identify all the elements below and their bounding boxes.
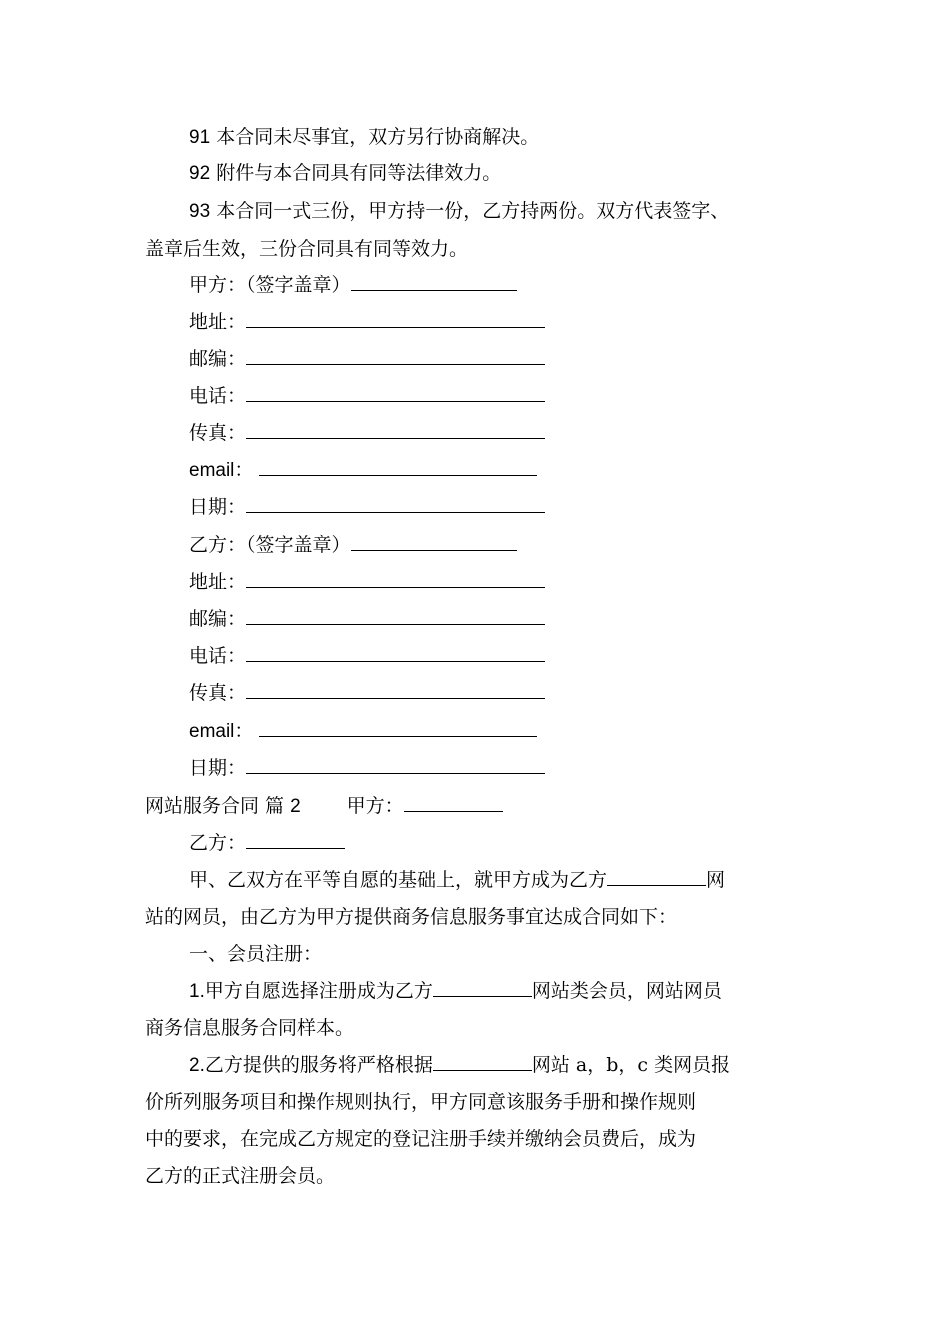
section2-party-b-blank — [246, 830, 345, 849]
section2-party-b-label: 乙方： — [189, 832, 247, 854]
clause-91 — [189, 124, 539, 151]
item-number: 1. — [189, 981, 205, 1002]
section2-party-a-blank — [404, 793, 503, 812]
fax-blank — [246, 680, 545, 699]
address-blank — [246, 309, 545, 328]
item-2 — [189, 1052, 730, 1079]
item-text-end: 网站 a，b，c 类网员报 — [531, 1054, 731, 1076]
intro-text-end: 网 — [706, 869, 726, 891]
clause-text-continued: 盖章后生效，三份合同具有同等效力。 — [145, 238, 469, 260]
item-text-continued: 价所列服务项目和操作规则执行，甲方同意该服务手册和操作规则 — [145, 1091, 697, 1113]
phone-label: 电话： — [189, 385, 247, 407]
item-1 — [189, 978, 722, 1005]
phone-blank — [246, 643, 545, 662]
clause-text: 附件与本合同具有同等法律效力。 — [216, 162, 502, 184]
postcode-blank — [246, 346, 545, 365]
date-label: 日期： — [189, 496, 247, 518]
fax-blank — [246, 420, 545, 439]
clause-number: 93 — [189, 201, 211, 222]
clause-text: 本合同一式三份，甲方持一份，乙方持两份。双方代表签字、 — [216, 200, 730, 222]
party-a-date-line — [189, 494, 545, 520]
item-text: 甲方自愿选择注册成为乙方 — [204, 980, 433, 1002]
postcode-label: 邮编： — [189, 608, 247, 630]
email-blank — [259, 718, 537, 737]
website-name-blank — [433, 978, 532, 997]
address-label: 地址： — [189, 571, 247, 593]
party-b-date-line — [189, 755, 545, 781]
website-name-blank — [607, 867, 706, 886]
clause-93-continuation — [145, 236, 468, 262]
date-blank — [246, 755, 545, 774]
party-a-signature-line — [189, 272, 517, 298]
section2-party-a-label: 甲方： — [346, 795, 404, 817]
postcode-label: 邮编： — [189, 348, 247, 370]
section-title: 网站服务合同 篇 — [145, 795, 285, 817]
clause-text: 本合同未尽事宜，双方另行协商解决。 — [216, 126, 540, 148]
item-1-continuation — [145, 1015, 354, 1041]
party-a-postcode-line — [189, 346, 545, 372]
section2-title-line — [145, 793, 503, 820]
email-blank — [259, 457, 537, 476]
address-label: 地址： — [189, 311, 247, 333]
party-a-address-line — [189, 309, 545, 335]
item-text-end: 网站类会员，网站网员 — [531, 980, 722, 1002]
party-b-signature-line — [189, 532, 517, 558]
date-label: 日期： — [189, 757, 247, 779]
party-b-signature-blank — [351, 532, 517, 551]
phone-label: 电话： — [189, 645, 247, 667]
party-a-phone-line — [189, 383, 545, 409]
item-2-continuation-3 — [145, 1163, 335, 1189]
party-b-label: 乙方：（签字盖章） — [189, 534, 351, 556]
section-number: 2 — [290, 796, 301, 817]
section2-party-b-line — [189, 830, 345, 856]
party-a-signature-blank — [351, 272, 517, 291]
date-blank — [246, 494, 545, 513]
section2-intro-continuation — [145, 904, 677, 930]
clause-number: 91 — [189, 127, 211, 148]
item-text-continued: 商务信息服务合同样本。 — [145, 1017, 355, 1039]
section-heading: 一、会员注册： — [189, 943, 323, 965]
party-a-email-line — [189, 457, 537, 484]
address-blank — [246, 569, 545, 588]
party-a-fax-line — [189, 420, 545, 446]
party-b-postcode-line — [189, 606, 545, 632]
intro-text-continued: 站的网员，由乙方为甲方提供商务信息服务事宜达成合同如下： — [145, 906, 678, 928]
email-label: email： — [189, 721, 254, 742]
fax-label: 传真： — [189, 422, 247, 444]
item-number: 2. — [189, 1055, 205, 1076]
clause-92 — [189, 160, 501, 187]
item-text: 乙方提供的服务将严格根据 — [204, 1054, 433, 1076]
item-2-continuation-2 — [145, 1126, 696, 1152]
clause-93 — [189, 198, 729, 225]
postcode-blank — [246, 606, 545, 625]
party-a-label: 甲方：（签字盖章） — [189, 274, 351, 296]
party-b-email-line — [189, 718, 537, 745]
fax-label: 传真： — [189, 682, 247, 704]
section2-intro — [189, 867, 725, 893]
item-2-continuation-1 — [145, 1089, 696, 1115]
party-b-fax-line — [189, 680, 545, 706]
phone-blank — [246, 383, 545, 402]
section2-heading — [189, 941, 322, 967]
clause-number: 92 — [189, 163, 211, 184]
party-b-address-line — [189, 569, 545, 595]
website-name-blank — [433, 1052, 532, 1071]
item-text-continued: 乙方的正式注册会员。 — [145, 1165, 336, 1187]
intro-text: 甲、乙双方在平等自愿的基础上，就甲方成为乙方 — [189, 869, 608, 891]
email-label: email： — [189, 460, 254, 481]
party-b-phone-line — [189, 643, 545, 669]
item-text-continued: 中的要求，在完成乙方规定的登记注册手续并缴纳会员费后，成为 — [145, 1128, 697, 1150]
